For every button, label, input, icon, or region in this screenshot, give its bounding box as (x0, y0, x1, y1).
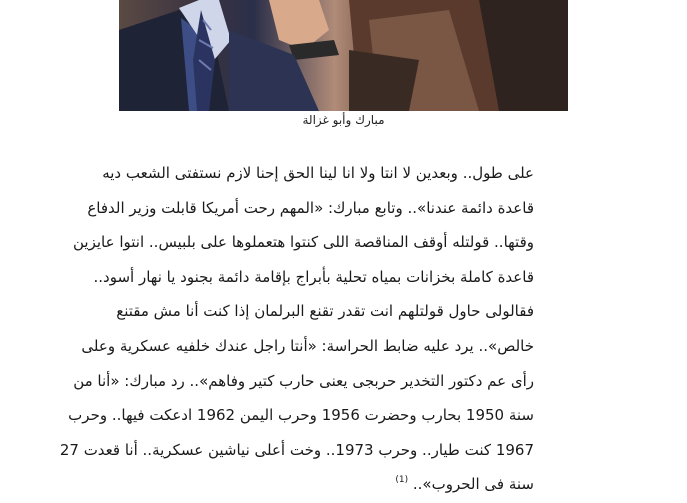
text-line: على طول.. وبعدين لا انتا ولا انا لينا الحق إحنا لازم نستفتى الشعب ديه (102, 164, 534, 182)
text-line: رأى عم دكتور التخدير حربجى يعنى حارب كتير وفاهم».. رد مبارك: «أنا من (73, 371, 534, 390)
text-line: 1967 كنت طيار.. وحرب 1973.. وخت أعلى نياشين عسكرية.. أنا قعدت 27 (59, 440, 534, 459)
photo-illustration (119, 0, 568, 111)
footnote-marker[interactable]: (1) (395, 475, 409, 486)
text-line: سنة 1950 بحارب وحضرت 1956 وحرب اليمن 1962 ادعكت فيها.. وحرب (68, 406, 534, 425)
body-paragraph (59, 156, 534, 502)
text-line: خالص».. يرد عليه ضابط الحراسة: «أنتا راجل عندك خلفيه عسكرية وعلى (81, 336, 534, 355)
last-line-text: سنة فى الحروب».. (412, 475, 534, 494)
text-line: فقالولى حاول قولتلهم انت تقدر تقنع البرلمان إذا كنت أنا مش مقتنع (116, 302, 534, 321)
text-line: قاعدة دائمة عندنا».. وتابع مبارك: «المهم رحت أمريكا قابلت وزير الدفاع (87, 198, 534, 217)
text-line: قاعدة كاملة بخزانات بمياه تحلية بأبراج بإقامة دائمة بجنود يا نهار أسود.. (93, 267, 534, 286)
text-line-last (118, 467, 534, 502)
text-line: وقتها.. قولتله أوقف المناقصة اللى كنتوا هتعملوها على بلبيس.. انتوا عايزين (73, 233, 534, 252)
photo-caption: مبارك وأبو غزالة (302, 113, 385, 127)
photo (119, 0, 568, 111)
